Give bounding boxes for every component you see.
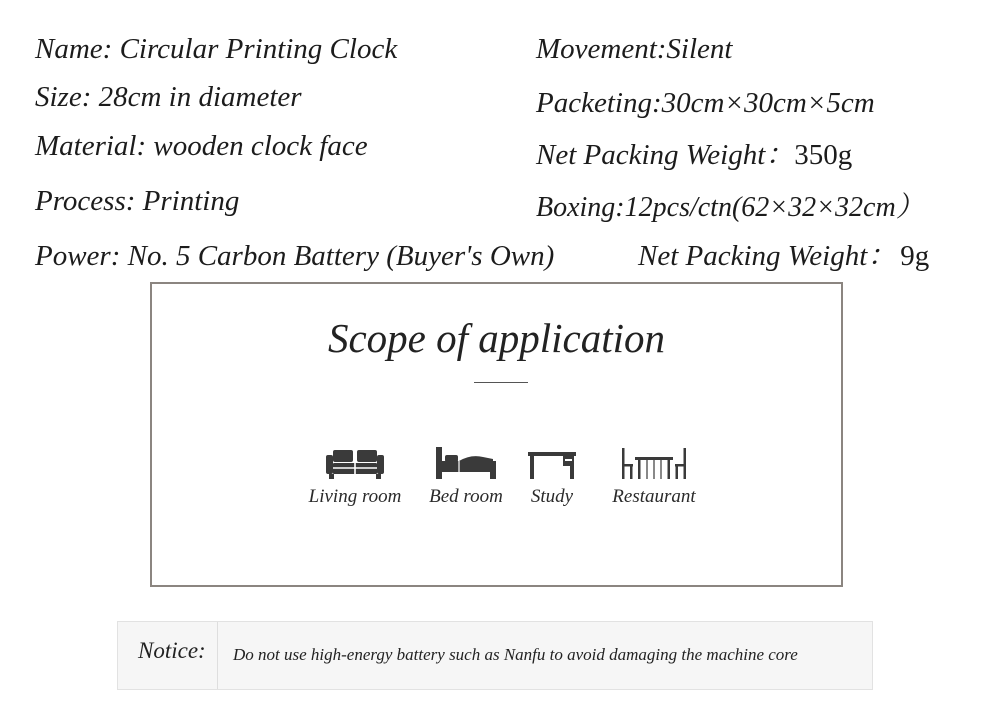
room-living-room — [298, 446, 412, 508]
spec-packeting: Packeting:30cm×30cm×5cm — [536, 87, 875, 119]
room-label-living-room: Living room — [308, 486, 402, 507]
dining-table-icon — [620, 446, 688, 480]
spec-net-packing-weight-label: Net Packing Weight： — [536, 139, 795, 171]
room-label-bed-room: Bed room — [429, 486, 503, 507]
spec-net-weight-label: Net Packing Weight： — [638, 240, 897, 272]
notice-label: Notice: — [138, 638, 206, 663]
spec-material: Material: wooden clock face — [35, 130, 368, 162]
notice-box — [117, 621, 873, 690]
bed-icon — [435, 446, 497, 480]
scope-title: Scope of application — [327, 315, 666, 361]
scope-of-application-box — [150, 282, 843, 587]
desk-icon — [527, 446, 577, 480]
spec-name: Name: Circular Printing Clock — [35, 33, 398, 65]
spec-process: Process: Printing — [35, 185, 240, 217]
sofa-icon — [325, 446, 385, 480]
room-label-restaurant: Restaurant — [612, 486, 696, 507]
spec-movement: Movement:Silent — [536, 33, 733, 65]
spec-boxing: Boxing:12pcs/ctn(62×32×32cm） — [536, 192, 924, 223]
room-restaurant — [596, 446, 712, 508]
room-label-study: Study — [530, 486, 574, 507]
spec-net-packing-weight — [536, 138, 852, 172]
title-divider — [474, 382, 528, 383]
spec-net-weight — [638, 239, 929, 273]
room-study — [518, 446, 586, 508]
spec-power: Power: No. 5 Carbon Battery (Buyer's Own) — [35, 240, 555, 272]
notice-label-cell — [118, 622, 218, 689]
spec-net-packing-weight-value: 350g — [794, 139, 853, 171]
room-bed-room — [414, 446, 518, 508]
spec-size: Size: 28cm in diameter — [35, 81, 302, 113]
spec-net-weight-value: 9g — [900, 240, 930, 272]
notice-text: Do not use high-energy battery such as Nanfu to avoid damaging the machine core — [233, 645, 798, 664]
